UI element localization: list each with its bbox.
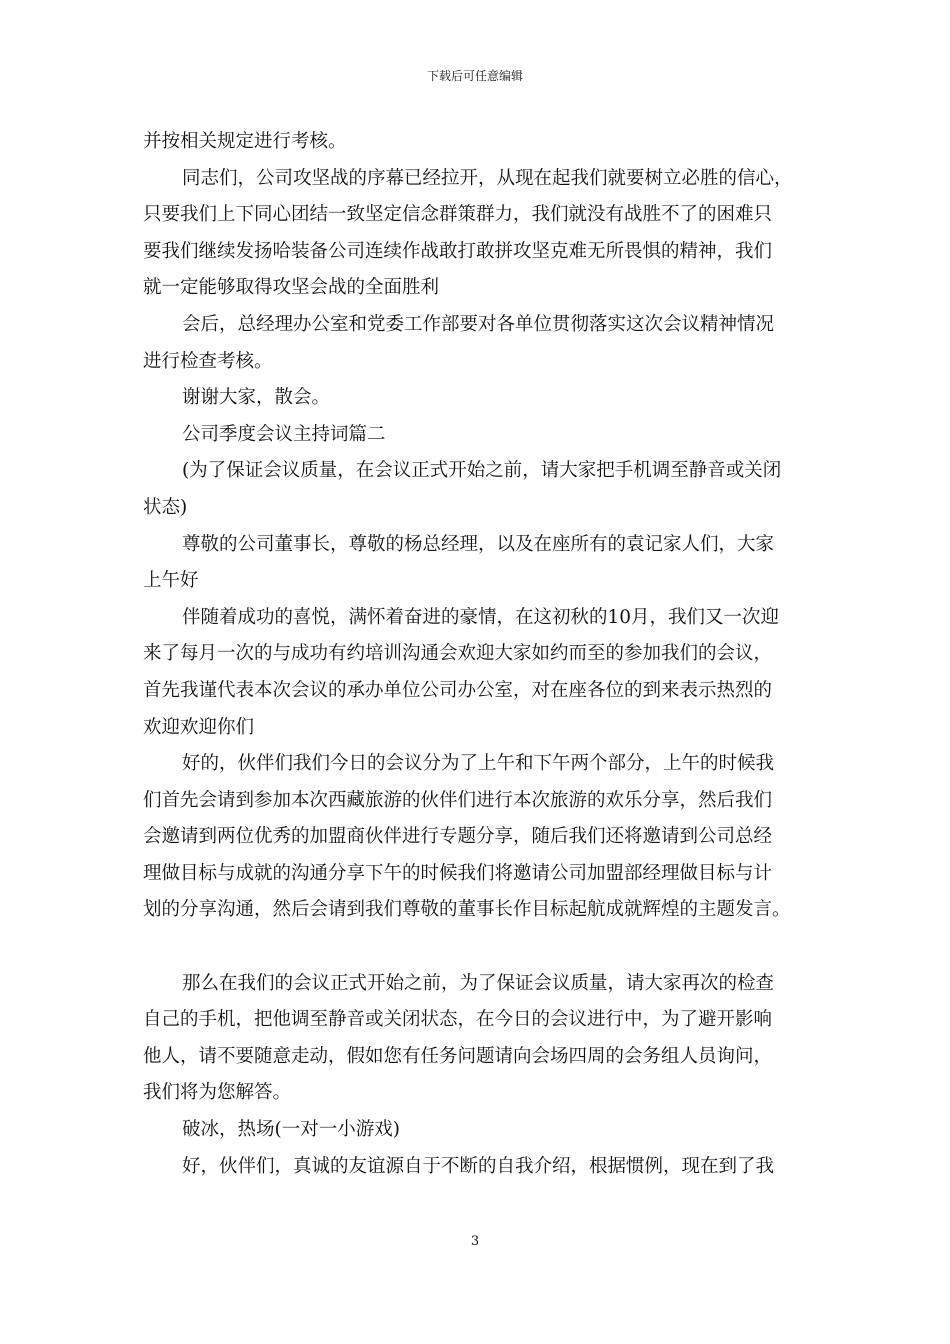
body-line: 划的分享沟通，然后会请到我们尊敬的董事长作目标起航成就辉煌的主题发言。 (143, 899, 791, 921)
body-line: 谢谢大家，散会。 (182, 387, 331, 409)
section-heading: 公司季度会议主持词篇二 (182, 423, 386, 445)
body-line: 状态) (143, 496, 188, 518)
body-line: 我们将为您解答。 (143, 1082, 292, 1104)
body-line: 会后，总经理办公室和党委工作部要对各单位贯彻落实这次会议精神情况 (182, 313, 775, 335)
body-line: 自己的手机，把他调至静音或关闭状态，在今日的会议进行中，为了避开影响 (143, 1009, 773, 1031)
body-line: 并按相关规定进行考核。 (143, 131, 347, 152)
document-body (143, 124, 823, 1185)
body-line: 进行检查考核。 (143, 350, 273, 372)
blank-line (143, 929, 823, 966)
page-number: 3 (470, 1234, 480, 1249)
body-line: 只要我们上下同心团结一致坚定信念群策群力，我们就没有战胜不了的困难只 (143, 204, 773, 226)
body-line: 他人，请不要随意走动，假如您有任务问题请向会场四周的会务组人员询问， (143, 1045, 773, 1067)
body-line: 那么在我们的会议正式开始之前，为了保证会议质量，请大家再次的检查 (182, 972, 775, 994)
body-line: 同志们，公司攻坚战的序幕已经拉开，从现在起我们就要树立必胜的信心， (182, 167, 793, 189)
body-line: 好，伙伴们，真诚的友谊源自于不断的自我介绍，根据惯例，现在到了我 (182, 1155, 775, 1177)
body-line: 理做目标与成就的沟通分享下午的时候我们将邀请公司加盟部经理做目标与计 (143, 862, 773, 884)
body-line: 来了每月一次的与成功有约培训沟通会欢迎大家如约而至的参加我们的会议， (143, 643, 773, 665)
body-line: 破冰，热场(一对一小游戏) (182, 1119, 400, 1141)
body-line: 们首先会请到参加本次西藏旅游的伙伴们进行本次旅游的欢乐分享，然后我们 (143, 789, 773, 811)
body-line: 上午好 (143, 570, 199, 592)
body-line: 首先我谨代表本次会议的承办单位公司办公室，对在座各位的到来表示热烈的 (143, 679, 773, 701)
body-line: (为了保证会议质量，在会议正式开始之前，请大家把手机调至静音或关闭 (182, 460, 782, 482)
body-line: 尊敬的公司董事长，尊敬的杨总经理，以及在座所有的袁记家人们，大家 (182, 533, 775, 555)
body-line: 就一定能够取得攻坚会战的全面胜利 (143, 277, 440, 299)
body-line: 伴随着成功的喜悦，满怀着奋进的豪情，在这初秋的10月，我们又一次迎 (182, 606, 780, 628)
page-header: 下载后可任意编辑 (426, 69, 523, 83)
body-line: 要我们继续发扬哈装备公司连续作战敢打敢拼攻坚克难无所畏惧的精神，我们 (143, 240, 773, 262)
body-line: 会邀请到两位优秀的加盟商伙伴进行专题分享，随后我们还将邀请到公司总经 (143, 826, 773, 848)
body-line: 好的，伙伴们我们今日的会议分为了上午和下午两个部分，上午的时候我 (182, 753, 775, 775)
body-line: 欢迎欢迎你们 (143, 716, 255, 738)
